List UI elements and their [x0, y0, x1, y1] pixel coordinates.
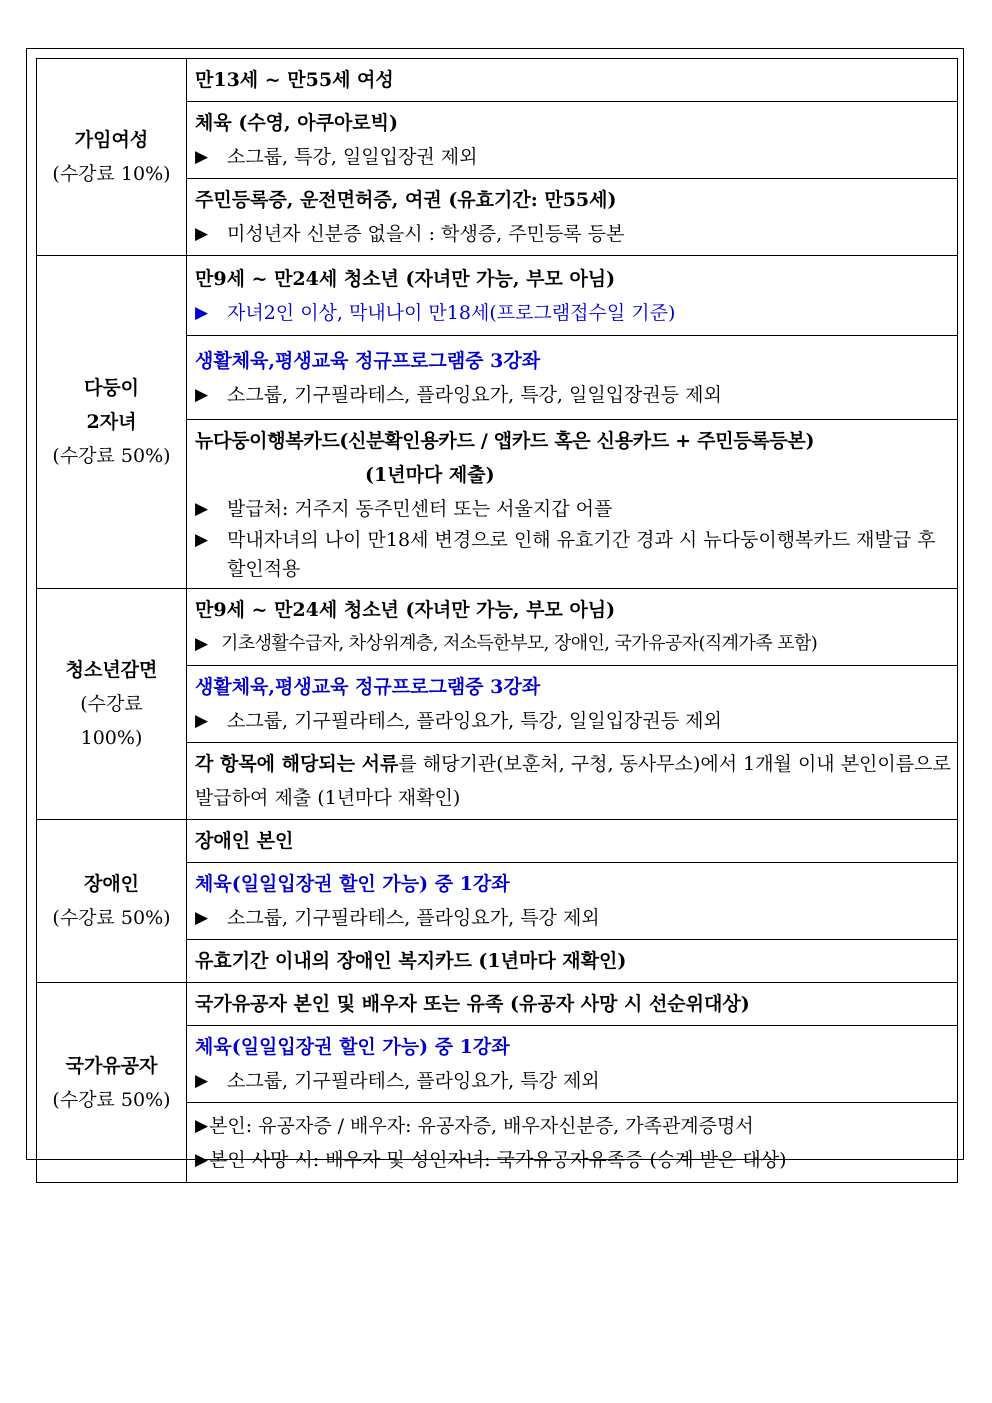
category-name: 다둥이 — [83, 377, 140, 399]
document-emphasis: 각 항목에 해당되는 서류 — [195, 753, 399, 775]
category-cell — [37, 820, 187, 983]
document-rest: 를 해당기관(보훈처, 구청, 동사무소)에서 1개월 이내 본인이름으로 발급하여 제출 (1년마다 재확인) — [195, 753, 951, 809]
detail-cell — [187, 820, 958, 863]
exclusion-note: ▶ 소그룹, 기구필라테스, 플라잉요가, 특강 제외 — [195, 901, 957, 935]
eligibility-text: 장애인 본인 — [195, 830, 294, 852]
category-fee: (수강료 10%) — [52, 163, 171, 185]
table-row — [37, 820, 958, 863]
table-row — [37, 256, 958, 336]
course-text: 체육(일일입장권 할인 가능) 중 1강좌 — [195, 873, 510, 895]
eligibility-text: 만9세 ~ 만24세 청소년 (자녀만 가능, 부모 아님) — [195, 267, 616, 290]
document-frame — [26, 48, 964, 1171]
course-text: 생활체육,평생교육 정규프로그램중 3강좌 — [195, 676, 541, 698]
category-fee: (수강료 — [80, 693, 143, 715]
detail-cell — [187, 983, 958, 1026]
category-name: 가임여성 — [74, 129, 149, 151]
table-row — [37, 983, 958, 1026]
course-text: 체육(일일입장권 할인 가능) 중 1강좌 — [195, 1036, 510, 1058]
category-fee: (수강료 50%) — [52, 1088, 171, 1111]
detail-cell — [187, 256, 958, 336]
detail-cell — [187, 666, 958, 743]
eligibility-text: 만13세 ~ 만55세 여성 — [195, 69, 394, 91]
detail-cell — [187, 102, 958, 179]
exclusion-note: ▶ 소그룹, 기구필라테스, 플라잉요가, 특강 제외 — [195, 1064, 957, 1098]
document-text: 유효기간 이내의 장애인 복지카드 (1년마다 재확인) — [195, 950, 627, 972]
detail-cell — [187, 940, 958, 983]
document-note: ▶ 본인: 유공자증 / 배우자: 유공자증, 배우자신분증, 가족관계증명서 — [195, 1109, 957, 1143]
discount-table — [36, 58, 958, 1183]
category-fee: 100%) — [80, 727, 143, 749]
detail-cell — [187, 1103, 958, 1183]
course-text: 생활체육,평생교육 정규프로그램중 3강좌 — [195, 349, 541, 372]
detail-cell — [187, 336, 958, 420]
eligibility-text: 국가유공자 본인 및 배우자 또는 유족 (유공자 사망 시 선순위대상) — [195, 993, 750, 1015]
category-name: 장애인 — [83, 873, 140, 895]
document-note: ▶ 본인 사망 시: 배우자 및 성인자녀: 국가유공자유족증 (승계 받은 대상) — [195, 1143, 957, 1177]
category-cell — [37, 256, 187, 589]
category-name: 2자녀 — [86, 411, 137, 433]
document-text: 뉴다둥이행복카드(신분확인용카드 / 앱카드 혹은 신용카드 + 주민등록등본) — [195, 430, 815, 452]
category-fee: (수강료 50%) — [52, 445, 171, 467]
detail-cell — [187, 743, 958, 820]
category-cell — [37, 983, 187, 1183]
course-text: 체육 (수영, 아쿠아로빅) — [195, 112, 399, 134]
eligibility-note: ▶ 자녀2인 이상, 막내나이 만18세(프로그램접수일 기준) — [195, 296, 957, 330]
detail-cell — [187, 863, 958, 940]
document-text: (1년마다 제출) — [365, 464, 495, 486]
category-name: 국가유공자 — [65, 1054, 158, 1077]
document-note: ▶ 미성년자 신분증 없을시 : 학생증, 주민등록 등본 — [195, 217, 957, 251]
exclusion-note: ▶ 소그룹, 기구필라테스, 플라잉요가, 특강, 일일입장권등 제외 — [195, 704, 957, 738]
detail-cell — [187, 420, 958, 589]
detail-cell — [187, 1026, 958, 1103]
table-row — [37, 59, 958, 102]
document-text: 주민등록증, 운전면허증, 여권 (유효기간: 만55세) — [195, 189, 617, 211]
detail-cell — [187, 179, 958, 256]
category-cell — [37, 59, 187, 256]
category-cell — [37, 589, 187, 820]
category-name: 청소년감면 — [65, 659, 158, 681]
eligibility-text: 만9세 ~ 만24세 청소년 (자녀만 가능, 부모 아님) — [195, 599, 616, 621]
table-row — [37, 589, 958, 666]
detail-cell — [187, 589, 958, 666]
eligibility-note: ▶ 기초생활수급자, 차상위계층, 저소득한부모, 장애인, 국가유공자(직계가족 포함) — [195, 627, 957, 661]
document-text — [195, 747, 957, 815]
exclusion-note: ▶ 소그룹, 특강, 일일입장권 제외 — [195, 140, 957, 174]
category-fee: (수강료 50%) — [52, 907, 171, 929]
document-note: ▶ 막내자녀의 나이 만18세 변경으로 인해 유효기간 경과 시 뉴다둥이행복카드 재발급 후 할인적용 — [195, 526, 957, 584]
document-note: ▶ 발급처: 거주지 동주민센터 또는 서울지갑 어플 — [195, 492, 957, 526]
exclusion-note: ▶ 소그룹, 기구필라테스, 플라잉요가, 특강, 일일입장권등 제외 — [195, 378, 957, 412]
detail-cell — [187, 59, 958, 102]
